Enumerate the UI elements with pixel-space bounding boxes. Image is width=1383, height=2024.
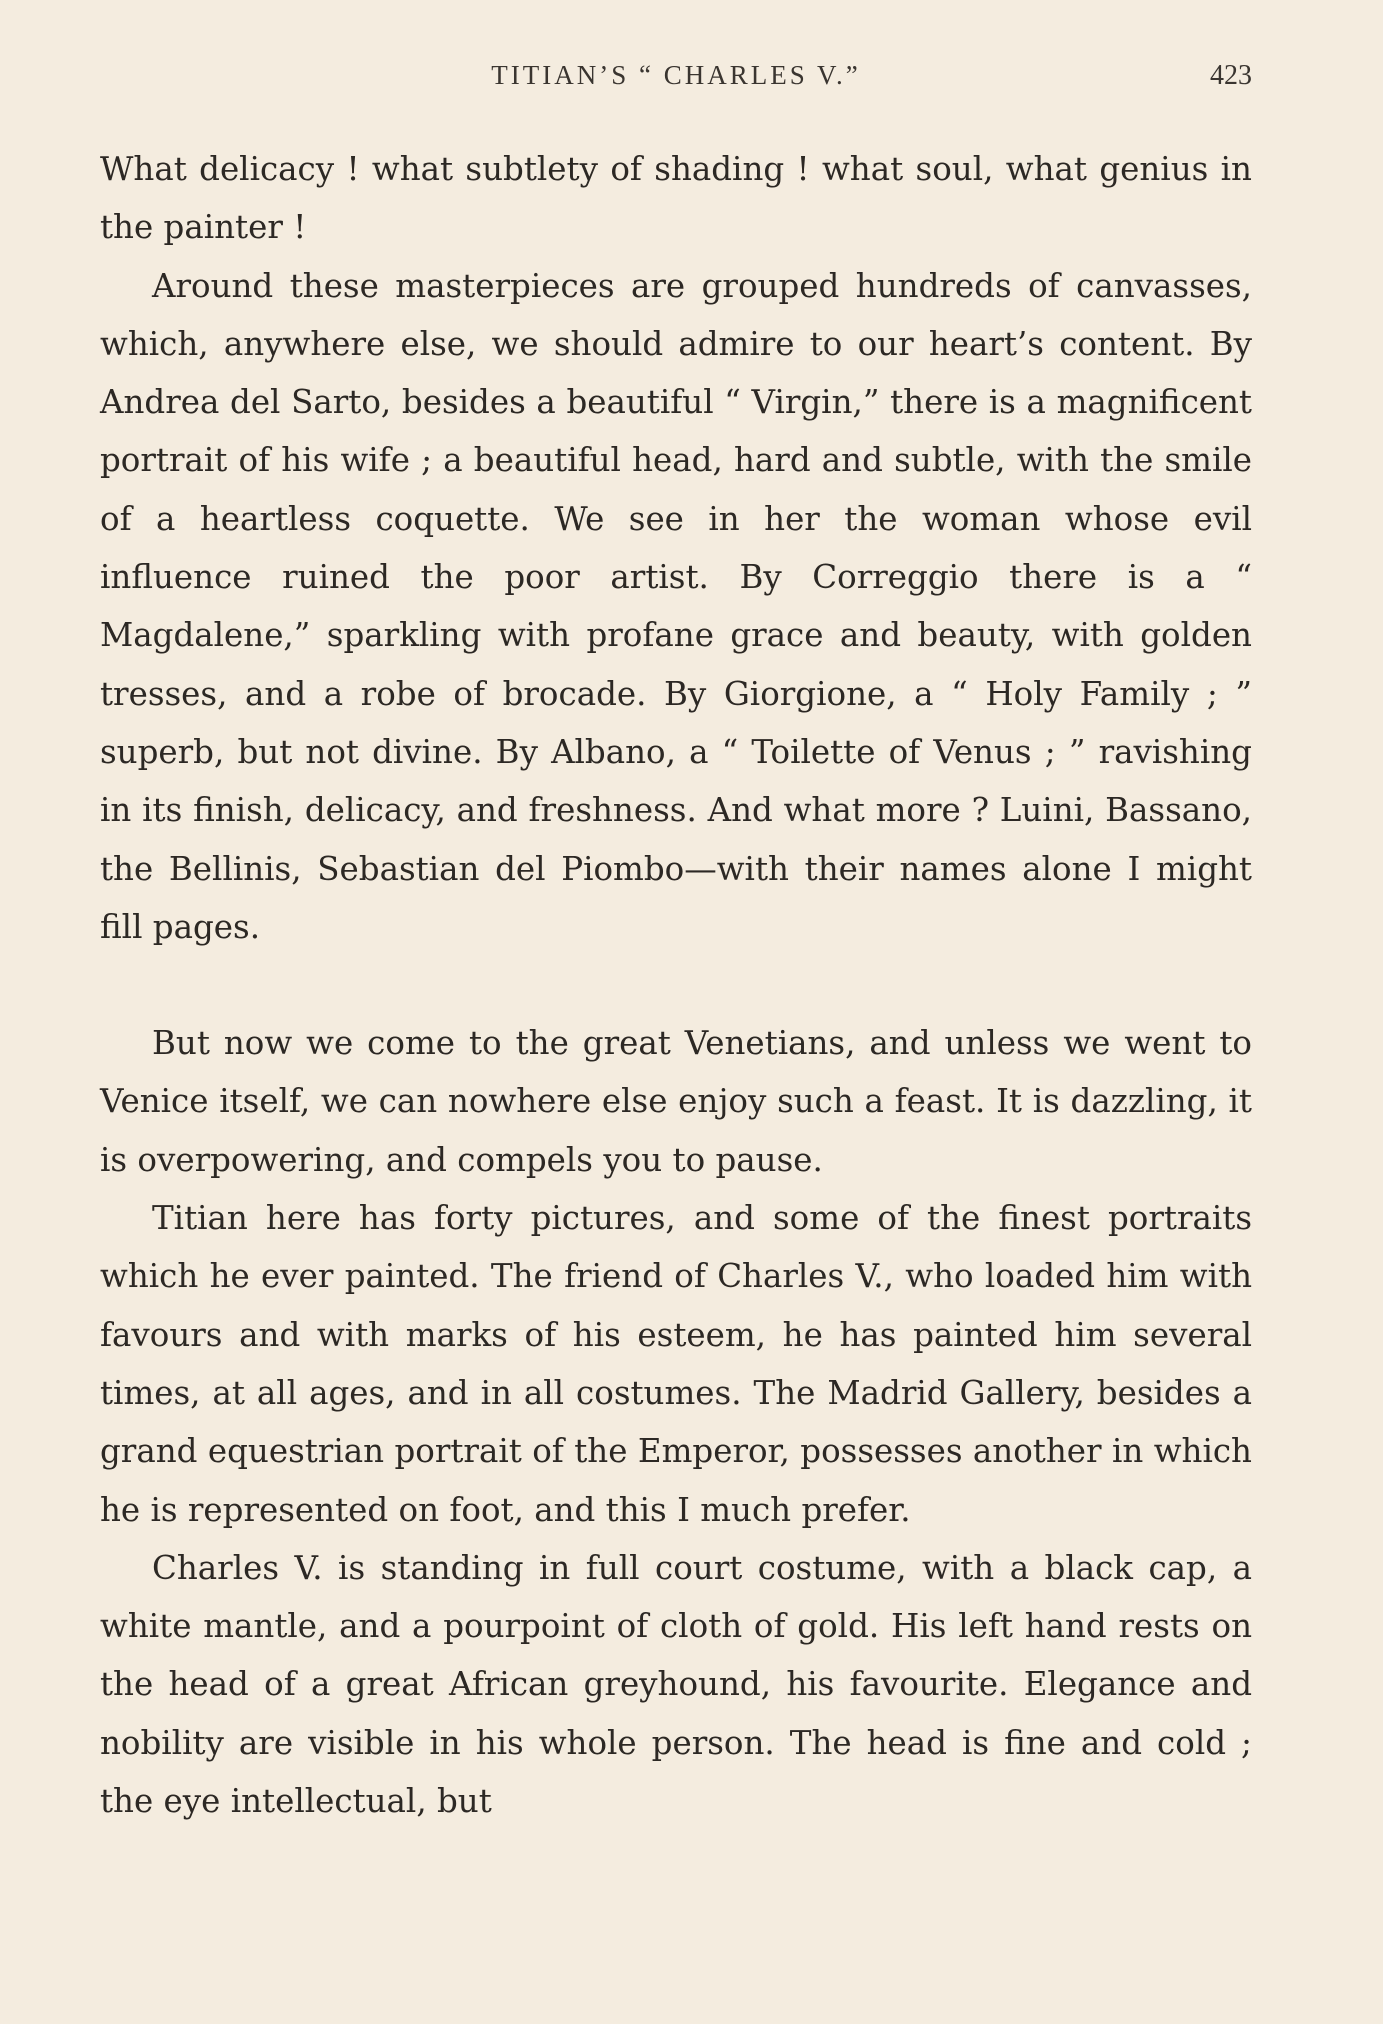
running-head xyxy=(100,60,1252,100)
paragraph-1: What delicacy ! what subtlety of shading ! what soul, what genius in the painter ! xyxy=(100,150,1252,247)
paragraph-4: Titian here has forty pictures, and some of the finest portraits which he ever painted. The friend of Charles V., who loaded him with favours and with marks of his esteem, he has painted him several times, at all ages, and in all costumes. The Madrid Gallery, besides a grand equestrian portrait of the Emperor, possesses another in which he is represented on foot, and this I much prefer. xyxy=(100,1199,1252,1529)
body-text xyxy=(100,140,1252,1830)
paragraph-2: Around these masterpieces are grouped hundreds of canvasses, which, anywhere else, we should admire to our heart’s content. By Andrea del Sarto, besides a beautiful “ Virgin,” there is a magnificent portrait of his wife ; a beautiful head, hard and subtle, with the smile of a heartless coquette. We see in her the woman whose evil influence ruined the poor artist. By Correggio there is a “ Magdalene,” sparkling with profane grace and beauty, with golden tresses, and a robe of brocade. By Giorgione, a “ Holy Family ; ” superb, but not divine. By Albano, a “ Toilette of Venus ; ” ravishing in its finish, delicacy, and freshness. And what more ? Luini, Bassano, the Bellinis, Sebastian del Piombo—with their names alone I might fill pages. xyxy=(100,266,1252,946)
section-break xyxy=(100,956,1252,1014)
paragraph-5: Charles V. is standing in full court costume, with a black cap, a white mantle, and a pourpoint of cloth of gold. His left hand rests on the head of a great African greyhound, his favourite. Elegance and nobility are visible in his whole person. The head is fine and cold ; the eye intellectual, but xyxy=(100,1548,1252,1821)
running-title: TITIAN’S “ CHARLES V.” xyxy=(491,60,861,90)
page-number: 423 xyxy=(1210,60,1252,91)
paragraph-3: But now we come to the great Venetians, and unless we went to Venice itself, we can nowhere else enjoy such a feast. It is dazzling, it is overpowering, and compels you to pause. xyxy=(100,1024,1252,1179)
